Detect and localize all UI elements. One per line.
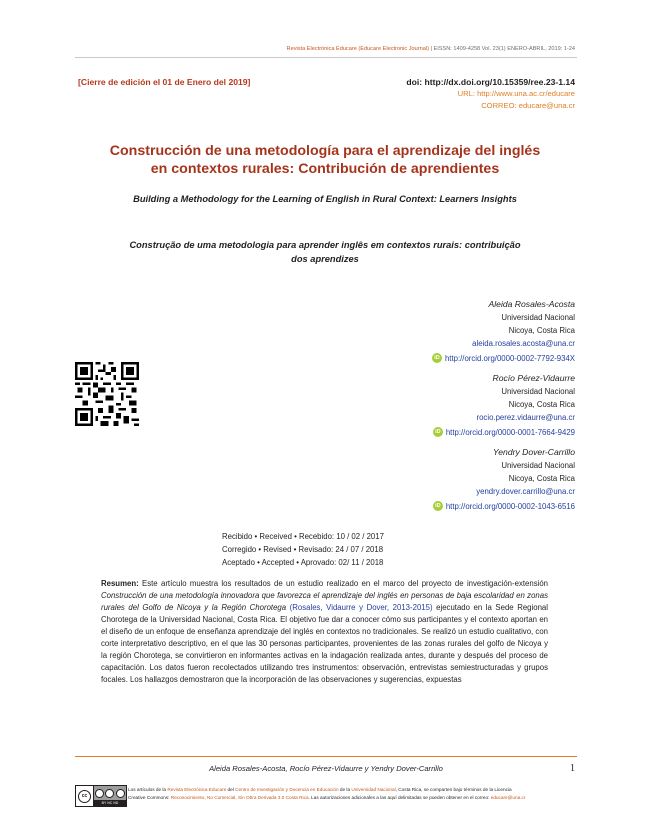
license-text-f: . Las autorizaciones adicionales a las aquí delimitadas se pueden obtener en el correo: (308, 795, 491, 800)
abstract-label: Resumen: (101, 579, 139, 588)
cc-terms: BY NC ND (94, 800, 126, 806)
cc-nc-icon (105, 789, 114, 798)
author-block-1 (275, 298, 575, 365)
doi-link[interactable]: doi: http://dx.doi.org/10.15359/ree.23-1.14 (406, 77, 575, 87)
footer-authors: Aleida Rosales-Acosta, Rocío Pérez-Vidaurre y Yendry Dover-Carrillo (209, 764, 443, 773)
license-cc-link[interactable]: Reconocimiento, No Comercial, Sin Obra Derivada 3.0 Costa Rica (170, 795, 309, 800)
qr-code (75, 362, 139, 426)
license-text-a: Los artículos de la (128, 787, 168, 792)
author-location: Nicoya, Costa Rica (508, 326, 575, 335)
license-text-b: del (226, 787, 236, 792)
author-name: Aleida Rosales-Acosta (488, 299, 575, 309)
edition-close-note: [Cierre de edición el 01 de Enero del 2019] (78, 77, 251, 87)
license-journal-link[interactable]: Revista Electrónica Educare (167, 787, 227, 792)
author-location: Nicoya, Costa Rica (508, 400, 575, 409)
title-english: Building a Methodology for the Learning of English in Rural Context: Learners Insights (133, 194, 517, 204)
orcid-icon: iD (433, 427, 443, 437)
author-email-link[interactable]: yendry.dover.carrillo@una.cr (476, 487, 575, 496)
page-number: 1 (570, 763, 575, 774)
cc-by-icon (95, 789, 104, 798)
journal-name: Revista Electrónica Educare (Educare Electronic Journal) (286, 46, 429, 52)
license-university-link[interactable]: Universidad Nacional (351, 787, 396, 792)
author-orcid-link[interactable]: http://orcid.org/0000-0002-7792-934X (444, 353, 575, 363)
abstract (101, 578, 548, 686)
cc-nd-icon (116, 789, 125, 798)
author-orcid-link[interactable]: http://orcid.org/0000-0002-1043-6516 (445, 501, 575, 511)
orcid-icon: iD (433, 501, 443, 511)
journal-header: Revista Electrónica Educare (Educare Electronic Journal) | EISSN: 1409-4258 Vol. 23(1) ENERO-ABRIL, 2019: 1-24 (286, 46, 575, 52)
author-email-link[interactable]: rocio.perez.vidaurre@una.cr (476, 413, 575, 422)
cc-icon: cc (78, 790, 91, 803)
issue-info: EISSN: 1409-4258 Vol. 23(1) ENERO-ABRIL, 2019: 1-24 (433, 46, 575, 52)
title-spanish-line-2: en contextos rurales: Contribución de aprendientes (150, 161, 500, 177)
license-email-link[interactable]: educare@una.cr (490, 795, 526, 800)
author-name: Yendry Dover-Carrillo (493, 447, 575, 457)
article-dates (222, 530, 384, 569)
header-rule (75, 57, 577, 58)
license-text-d: , Costa Rica, se comparten bajo términos de la Licencia (395, 787, 512, 792)
author-institution: Universidad Nacional (501, 461, 575, 470)
author-block-2 (275, 372, 575, 439)
author-institution: Universidad Nacional (501, 313, 575, 322)
abstract-text-2: ejecutado en la Sede Regional Chorotega de la Universidad Nacional, Costa Rica. El objetivo fue dar a conocer cómo sus participantes y el contexto aportan en el diseño de un enfoque de enseñanza aprendizaje del inglés en contextos no tradicionales. Se realizó un estudio cualitativo, con corte interpretativo descriptivo, en el que las 30 personas participantes, provenientes de las zonas rurales del golfo de Nicoya y la región Chorotega, se convirtieron en informantes activas en la indagación realizada antes, durante y después del proceso de capacitación. Los datos fueron recolectados utilizando tres instrumentos: observación, entrevistas semiestructuradas y grupos focales. Los hallazgos demostraron que la incorporación de las observaciones y sugerencias, expuestas (101, 603, 548, 684)
author-orcid-link[interactable]: http://orcid.org/0000-0001-7664-9429 (445, 427, 575, 437)
author-institution: Universidad Nacional (501, 387, 575, 396)
date-revised: Corregido • Revised • Revisado: 24 / 07 / 2018 (222, 545, 384, 554)
author-block-3 (275, 446, 575, 513)
license-text-c: de la (338, 787, 352, 792)
abstract-project-title: Construcción de una metodología innovadora que favorezca el aprendizaje del inglés en personas de baja escolaridad en zonas rurales del Golfo de Nicoya y la Región Chorotega (101, 591, 548, 612)
title-portuguese-line-2: dos aprendizes (291, 254, 359, 264)
title-portuguese (75, 238, 575, 266)
orcid-icon: iD (432, 353, 442, 363)
author-location: Nicoya, Costa Rica (508, 474, 575, 483)
date-accepted: Aceptado • Accepted • Aprovado: 02/ 11 / 2018 (222, 558, 384, 567)
author-email-link[interactable]: aleida.rosales.acosta@una.cr (472, 339, 575, 348)
footer-rule (75, 756, 577, 757)
journal-email-link[interactable]: CORREO: educare@una.cr (481, 101, 575, 110)
author-name: Rocío Pérez-Vidaurre (492, 373, 575, 383)
journal-url-link[interactable]: URL: http://www.una.ac.cr/educare (457, 89, 575, 98)
license-text-e: Creative Commons: (128, 795, 171, 800)
license-center-link[interactable]: Centro de Investigación y Docencia en Educación (235, 787, 339, 792)
abstract-text-1: Este artículo muestra los resultados de un estudio realizado en el marco del proyecto de investigación-extensión (138, 579, 548, 588)
creative-commons-badge[interactable] (75, 785, 127, 807)
abstract-citation-link[interactable]: (Rosales, Vidaurre y Dover, 2013-2015) (286, 603, 433, 612)
title-spanish (70, 142, 580, 178)
title-portuguese-line-1: Construção de uma metodologia para aprender inglês em contextos rurais: contribuição (129, 240, 521, 250)
title-spanish-line-1: Construcción de una metodología para el aprendizaje del inglés (109, 143, 541, 159)
date-received: Recibido • Received • Recebido: 10 / 02 / 2017 (222, 532, 384, 541)
license-text (128, 786, 578, 802)
